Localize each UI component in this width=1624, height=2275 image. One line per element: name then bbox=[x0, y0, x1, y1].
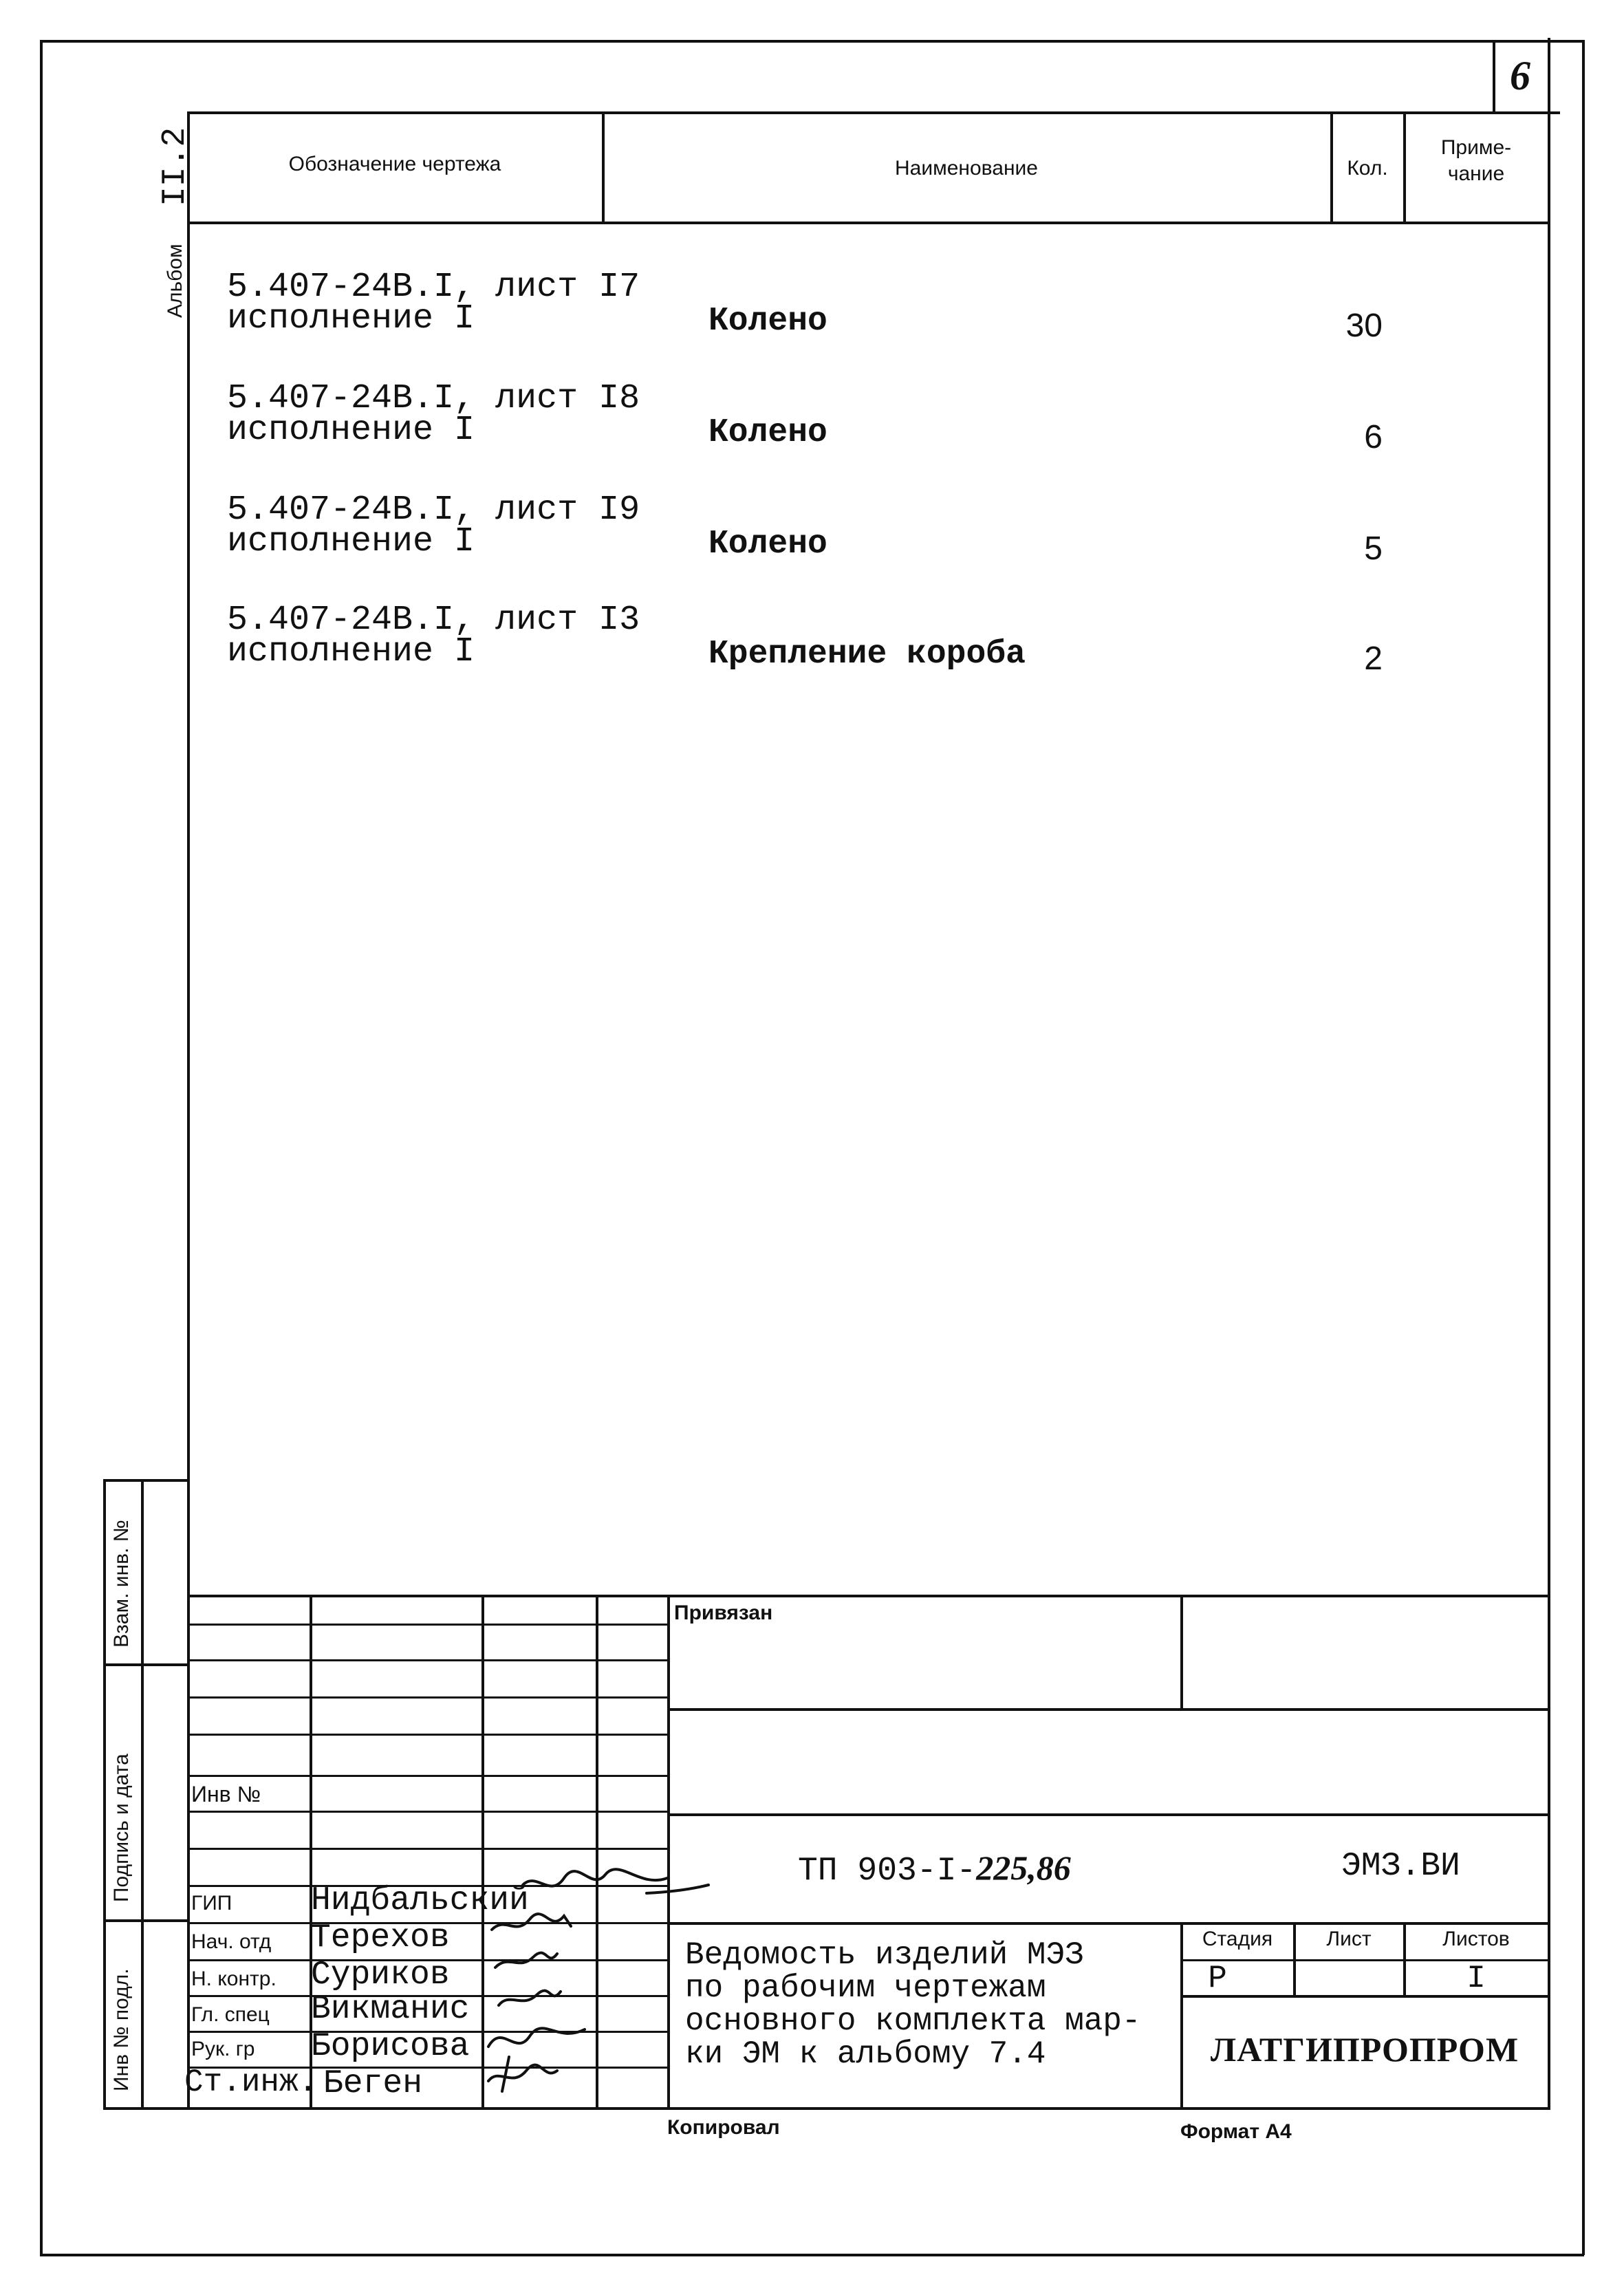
signature-nach-otd bbox=[492, 1914, 571, 1930]
header-designation: Обозначение чертежа bbox=[288, 153, 501, 175]
header-note: Приме- чание bbox=[1440, 136, 1512, 185]
tb-staff-name: Беген bbox=[323, 2065, 423, 2102]
header-bottom-line bbox=[187, 222, 1548, 224]
outer-border-bottom bbox=[40, 2254, 1584, 2256]
tb-title: Ведомость изделий МЭЗ по рабочим чертежам основного комплекта мар- ки ЭМ к альбому 7.4 bbox=[685, 1937, 1141, 2072]
side-stamp-inv-podl: Инв № подл. bbox=[110, 1968, 133, 2091]
footer-copied: Копировал bbox=[667, 2116, 780, 2139]
signature-n-kontr bbox=[495, 1953, 557, 1967]
row-variant: исполнение I bbox=[227, 411, 475, 450]
outer-border-top bbox=[40, 40, 1584, 43]
tb-staff-role: Н. контр. bbox=[191, 1967, 277, 1990]
tb-sheets-value: I bbox=[1466, 1961, 1486, 1996]
side-stamp-left bbox=[103, 1479, 106, 2109]
tb-stage-label: Стадия bbox=[1202, 1928, 1273, 1950]
tb-staff-name: Борисова bbox=[311, 2028, 470, 2065]
side-stamp-sep-1 bbox=[103, 1663, 187, 1666]
tb-top bbox=[187, 1595, 1548, 1597]
tb-staff-name: Нидбальский bbox=[311, 1882, 529, 1919]
tb-privyazan-bottom bbox=[667, 1708, 1548, 1711]
tb-sheets-label: Листов bbox=[1442, 1928, 1510, 1950]
tb-grid-line bbox=[187, 1659, 667, 1661]
tb-grid-line bbox=[187, 1734, 667, 1736]
album-label: Альбом bbox=[164, 244, 186, 318]
tb-staff-role: Гл. спец bbox=[191, 2003, 270, 2026]
signature-gip bbox=[523, 1869, 708, 1893]
row-variant: исполнение I bbox=[227, 299, 475, 338]
side-stamp-top bbox=[103, 1479, 187, 1482]
tb-grid-line bbox=[187, 1811, 667, 1813]
album-number: II.2 bbox=[157, 127, 194, 206]
row-variant: исполнение I bbox=[227, 632, 475, 671]
tb-organization: ЛАТГИПРОПРОМ bbox=[1210, 2030, 1519, 2069]
row-qty: 30 bbox=[1345, 308, 1383, 344]
tb-staff-role: Рук. гр bbox=[191, 2038, 255, 2060]
row-name: Крепление короба bbox=[708, 636, 1026, 673]
tb-code-top bbox=[667, 1813, 1548, 1816]
tb-privyazan: Привязан bbox=[674, 1602, 773, 1624]
tb-staff-role: Ст.инж. bbox=[184, 2064, 318, 2100]
tb-grid-line bbox=[187, 1848, 667, 1850]
tb-grid-line bbox=[187, 1775, 667, 1777]
tb-privyazan-divider bbox=[1180, 1595, 1183, 1708]
frame-top bbox=[187, 111, 1560, 114]
row-code: 5.407-24B.I, лист I9 bbox=[227, 490, 640, 530]
tb-staff-role: ГИП bbox=[191, 1892, 232, 1915]
footer-format: Формат А4 bbox=[1180, 2120, 1292, 2143]
frame-right bbox=[1548, 38, 1550, 2110]
row-name: Колено bbox=[708, 526, 827, 563]
tb-document-code bbox=[798, 1848, 1071, 1890]
row-code: 5.407-24B.I, лист I7 bbox=[227, 268, 640, 307]
tb-document-code-print: ТП 903-I- bbox=[798, 1853, 977, 1890]
side-stamp-sep-2 bbox=[103, 1919, 187, 1922]
tb-title-top bbox=[667, 1922, 1548, 1925]
tb-staff-name: Суриков bbox=[311, 1956, 450, 1994]
row-qty: 5 bbox=[1364, 530, 1383, 567]
header-divider-1 bbox=[602, 111, 605, 222]
row-name: Колено bbox=[708, 303, 827, 340]
page-number: 6 bbox=[1510, 53, 1530, 98]
row-code: 5.407-24B.I, лист I3 bbox=[227, 601, 640, 640]
side-stamp-divider bbox=[141, 1479, 144, 2109]
outer-border-left bbox=[40, 40, 43, 2255]
row-name: Колено bbox=[708, 414, 827, 451]
signature-gl-spec bbox=[499, 1991, 561, 2005]
row-code: 5.407-24B.I, лист I8 bbox=[227, 379, 640, 418]
tb-grid-line bbox=[187, 1696, 667, 1699]
tb-staff-role: Нач. отд bbox=[191, 1930, 272, 1953]
tb-document-code-hand: 225,86 bbox=[976, 1848, 1071, 1887]
tb-staff-name: Терехов bbox=[311, 1919, 450, 1956]
side-stamp-vzam: Взам. инв. № bbox=[110, 1520, 133, 1648]
tb-sheet-label: Лист bbox=[1326, 1928, 1372, 1950]
signature-ruk-gr bbox=[488, 2028, 585, 2047]
header-name: Наименование bbox=[895, 157, 1038, 180]
header-qty: Кол. bbox=[1347, 157, 1388, 180]
tb-grid-line bbox=[187, 1624, 667, 1626]
tb-inv-no: Инв № bbox=[191, 1782, 261, 1807]
signature-st-inzh bbox=[488, 2057, 557, 2091]
signature-scribbles bbox=[468, 1851, 743, 2126]
tb-stage-value: Р bbox=[1208, 1961, 1227, 1996]
tb-mark: ЭМЗ.ВИ bbox=[1341, 1848, 1460, 1885]
row-qty: 2 bbox=[1364, 640, 1383, 677]
row-variant: исполнение I bbox=[227, 522, 475, 561]
side-stamp-podpis: Подпись и дата bbox=[110, 1754, 133, 1902]
outer-border-right bbox=[1582, 40, 1585, 2255]
tb-staff-name: Викманис bbox=[311, 1991, 470, 2028]
row-qty: 6 bbox=[1364, 419, 1383, 455]
frame-bottom bbox=[103, 2107, 1550, 2110]
